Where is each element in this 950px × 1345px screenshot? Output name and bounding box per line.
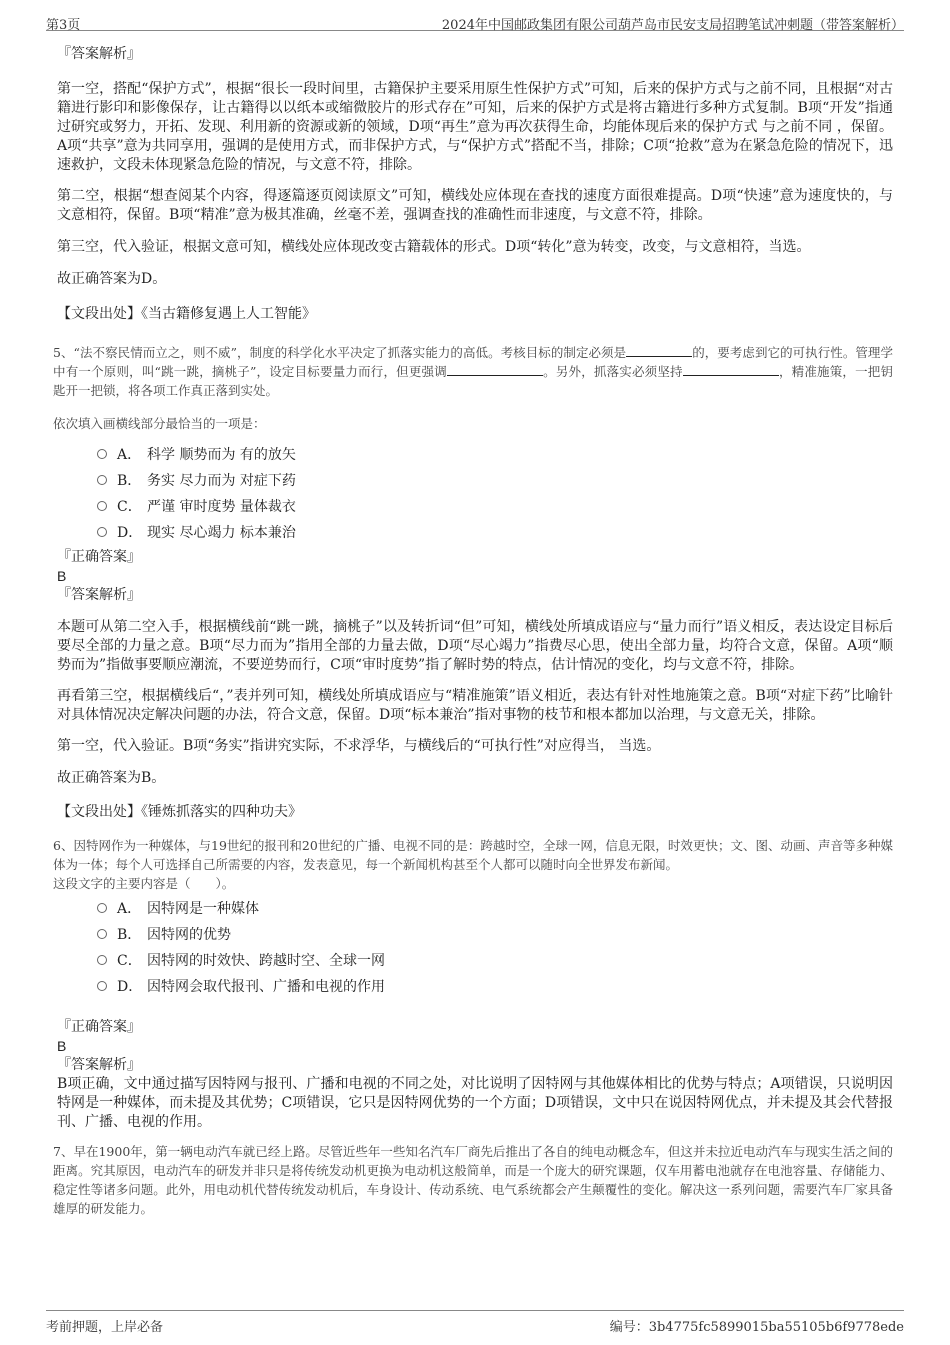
option-text: 严谨 审时度势 量体裁衣 (147, 499, 296, 515)
document-id: 编号：3b4775fc5899015ba55105b6f9778ede (609, 1320, 904, 1335)
option-text: 因特网的优势 (147, 927, 231, 943)
option-letter: B． (117, 927, 142, 943)
q6-answer-tag: 『正确答案』 (57, 1019, 141, 1035)
q4-source (57, 305, 893, 324)
q6-answer: B (57, 1038, 67, 1054)
q4-analysis-p1: 第一空，搭配“保护方式”，根据“很长一段时间里，古籍保护主要采用原生性保护方式”可知，后来的保护方式与之前不同，且根据“对古籍进行影印和影像保存，让古籍得以以纸本或缩微胶片的形式存在”可知，后来的保护方式是将古籍进行多种方式复制。B项“开发”指通过研究或努力，开拓、发现、利用新的资源或新的领域，D项“再生”意为再次获得生命，均能体现后来的保护方式 与之前不同 ，保留。A项“共享”意为共同享用，强调的是使用方式，而非保护方式，与“保护方式”搭配不当，排除；C项“抢救”意为在紧急危险的情况下，迅速救护，文段未体现紧急危险的情况，与文意不符，排除。 (57, 81, 893, 173)
q6-analysis-tag: 『答案解析』 (57, 1057, 141, 1073)
q6-option-b[interactable] (97, 922, 893, 948)
q5-analysis-p3: 第一空，代入验证。B项“务实”指讲究实际，不求浮华，与横线后的“可执行性”对应得当， 当选。 (57, 738, 661, 754)
page-number: 第3页 (46, 18, 81, 33)
q5-stem-part-b: 的，要考虑到它的可执行性。管理学中有一个原则，叫“跳一跳，摘桃子”，设定目标要量力而行，但更强调 (53, 345, 893, 379)
option-text: 科学 顺势而为 有的放矢 (147, 447, 296, 463)
q5-source-label: 【文段出处】 (57, 804, 141, 820)
option-letter: A． (117, 901, 142, 917)
footer-slogan: 考前押题，上岸必备 (46, 1320, 164, 1335)
option-text: 务实 尽力而为 对症下药 (147, 473, 296, 489)
q5-prompt: 依次填入画横线部分最恰当的一项是： (53, 416, 266, 431)
option-text: 因特网的时效快、跨越时空、全球一网 (147, 953, 385, 969)
option-letter: D． (117, 979, 143, 995)
radio-icon[interactable] (97, 981, 107, 991)
radio-icon[interactable] (97, 449, 107, 459)
q5-option-b[interactable] (97, 468, 893, 494)
q5-analysis-tag: 『答案解析』 (57, 587, 141, 603)
q5-analysis-p2: 再看第三空，根据横线后“，”表并列可知，横线处所填成语应与“精准施策”语义相近，表达有针对性地施策之意。B项“对症下药”比喻针对具体情况决定解决问题的办法，符合文意，保留。D项“标本兼治”指对事物的枝节和根本都加以治理，与文意无关，排除。 (57, 688, 893, 723)
option-letter: D． (117, 525, 143, 541)
radio-icon[interactable] (97, 955, 107, 965)
q4-analysis-tag: 『答案解析』 (57, 46, 141, 62)
page-footer (46, 1310, 904, 1335)
q4-analysis-p4: 故正确答案为D。 (57, 271, 167, 287)
q5-stem-part-d: ，精准施策，一把钥匙开一把锁，将各项工作真正落到实处。 (53, 364, 893, 398)
document-title: 2024年中国邮政集团有限公司葫芦岛市民安支局招聘笔试冲刺题（带答案解析） (441, 18, 904, 33)
q5-analysis-p4: 故正确答案为B。 (57, 770, 166, 786)
radio-icon[interactable] (97, 903, 107, 913)
q5-stem-part-c: 。另外，抓落实必须坚持 (542, 364, 683, 379)
radio-icon[interactable] (97, 501, 107, 511)
q4-source-label: 【文段出处】 (57, 306, 141, 322)
q6-options (97, 896, 893, 1000)
option-text: 因特网会取代报刊、广播和电视的作用 (147, 979, 385, 995)
radio-icon[interactable] (97, 475, 107, 485)
q6-option-c[interactable] (97, 948, 893, 974)
option-letter: C． (117, 499, 142, 515)
q6-option-a[interactable] (97, 896, 893, 922)
q6-option-d[interactable] (97, 974, 893, 1000)
option-text: 现实 尽心竭力 标本兼治 (147, 525, 296, 541)
q7-stem: 7、早在1900年，第一辆电动汽车就已经上路。尽管近些年一些知名汽车厂商先后推出了各自的纯电动概念车，但这并未拉近电动汽车与现实生活之间的距离。究其原因，电动汽车的研发并非只是将传统发动机更换为电动机这般简单，而是一个庞大的研究课题，仅车用蓄电池就存在电池容量、存储能力、稳定性等诸多问题。此外，用电动机代替传统发动机后，车身设计、传动系统、电气系统都会产生颠覆性的变化。解决这一系列问题，需要汽车厂家具备雄厚的研发能力。 (53, 1144, 893, 1216)
q5-source-title: 《锤炼抓落实的四种功夫》 (141, 804, 302, 820)
q4-analysis-p2: 第二空，根据“想查阅某个内容，得逐篇逐页阅读原文”可知，横线处应体现在查找的速度方面很难提高。D项“快速”意为速度快的，与文意相符，保留。B项“精准”意为极其准确，丝毫不差，强调查找的准确性而非速度，与文意不符，排除。 (57, 188, 893, 223)
q6-stem: 6、因特网作为一种媒体，与19世纪的报刊和20世纪的广播、电视不同的是：跨越时空，全球一网，信息无限，时效更快；文、图、动画、声音等多种媒体为一体；每个人可选择自己所需要的内容，发表意见，每一个新闻机构甚至个人都可以随时向全世界发布新闻。 (53, 838, 893, 872)
q4-analysis-p3: 第三空，代入验证，根据文意可知，横线处应体现改变古籍载体的形式。D项“转化”意为转变，改变，与文意相符，当选。 (57, 239, 811, 255)
q6-analysis-p1: B项正确，文中通过描写因特网与报刊、广播和电视的不同之处，对比说明了因特网与其他媒体相比的优势与特点；A项错误，只说明因特网是一种媒体，而未提及其优势；C项错误，它只是因特网优势的一个方面；D项错误，文中只在说因特网优点，并未提及其会代替报刊、广播、电视的作用。 (57, 1076, 893, 1130)
q5-answer-tag: 『正确答案』 (57, 549, 141, 565)
main-content (53, 45, 893, 1218)
q4-source-title: 《当古籍修复遇上人工智能》 (141, 306, 316, 322)
option-letter: B． (117, 473, 142, 489)
radio-icon[interactable] (97, 929, 107, 939)
q5-stem (53, 343, 893, 400)
q5-blank-1 (626, 343, 692, 357)
option-text: 因特网是一种媒体 (147, 901, 259, 917)
q5-blank-3 (683, 362, 779, 376)
radio-icon[interactable] (97, 527, 107, 537)
option-letter: C． (117, 953, 142, 969)
option-letter: A． (117, 447, 142, 463)
q5-option-d[interactable] (97, 520, 893, 546)
q5-option-c[interactable] (97, 494, 893, 520)
q5-options (97, 442, 893, 546)
q5-analysis-p1: 本题可从第二空入手，根据横线前“跳一跳，摘桃子”以及转折词“但”可知，横线处所填成语应与“量力而行”语义相反，表达设定目标后要尽全部的力量之意。B项“尽力而为”指用全部的力量去做，D项“尽心竭力”指费尽心思，使出全部力量，均符合文意，保留。A项“顺势而为”指做事要顺应潮流，不要逆势而行，C项“审时度势”指了解时势的特点，估计情况的变化，均与文意不符，排除。 (57, 619, 893, 673)
q6-prompt: 这段文字的主要内容是（ ）。 (53, 876, 235, 891)
q5-stem-part-a: 5、“法不察民情而立之，则不威”，制度的科学化水平决定了抓落实能力的高低。考核目标的制定必须是 (53, 345, 627, 360)
page-header (46, 8, 904, 31)
q5-answer: B (57, 568, 67, 584)
q5-blank-2 (447, 362, 543, 376)
q5-option-a[interactable] (97, 442, 893, 468)
q5-source (57, 803, 893, 822)
